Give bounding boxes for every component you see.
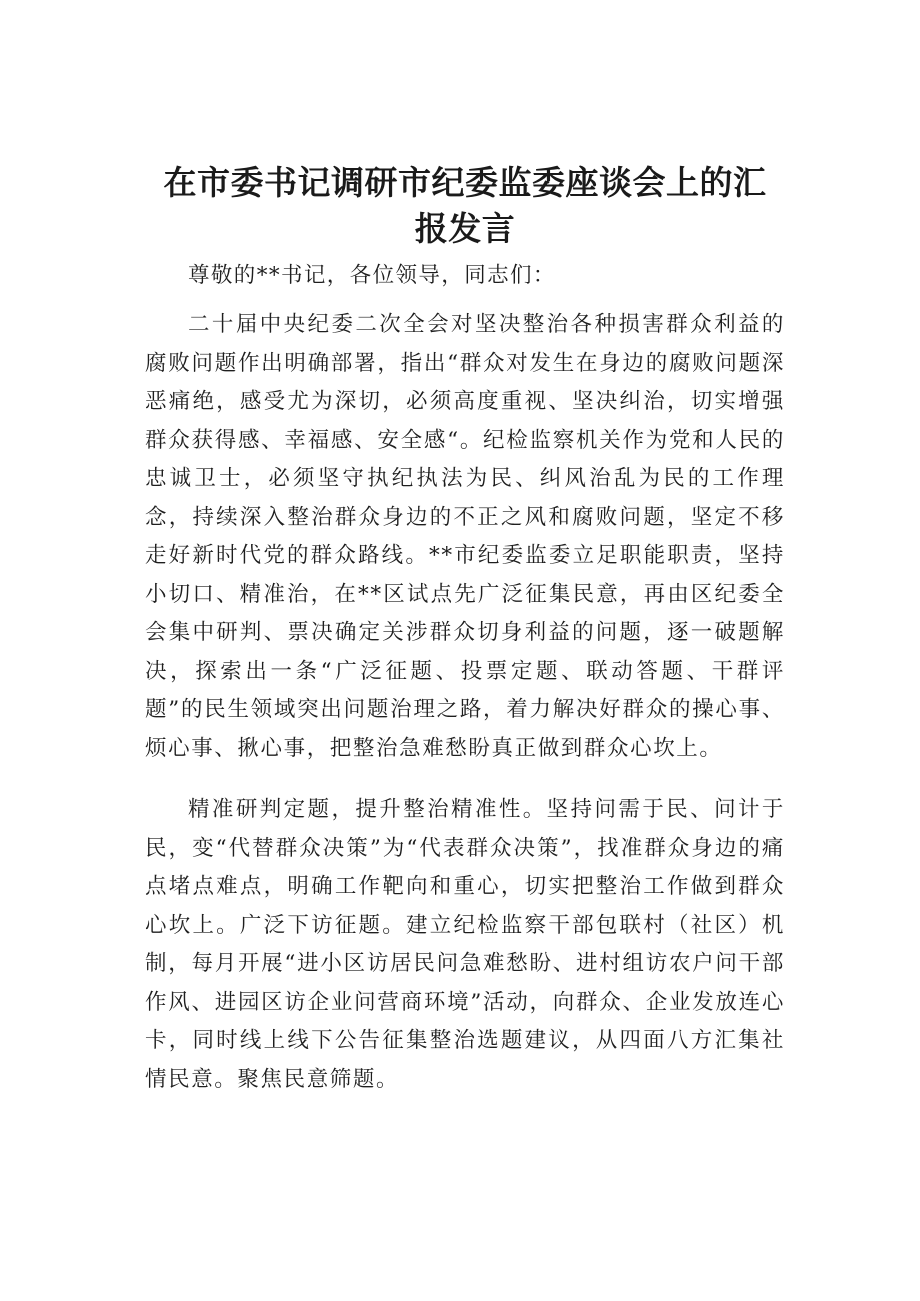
paragraph-2: 精准研判定题，提升整治精准性。坚持问需于民、问计于民，变“代替群众决策”为“代表群众决策”，找准群众身边的痛点堵点难点，明确工作靶向和重心，切实把整治工作做到群众心坎上。广泛下访征题。建立纪检监察干部包联村（社区）机制，每月开展“进小区访居民问急难愁盼、进村组访农户问干部作风、进园区访企业问营商环境”活动，向群众、企业发放连心卡，同时线上线下公告征集整治选题建议，从四面八方汇集社情民意。聚焦民意筛题。 [145, 797, 785, 1092]
salutation: 尊敬的**书记，各位领导，同志们： [188, 263, 556, 288]
paragraph-1: 二十届中央纪委二次全会对坚决整治各种损害群众利益的腐败问题作出明确部署，指出“群众对发生在身边的腐败问题深恶痛绝，感受尤为深切，必须高度重视、坚决纠治，切实增强群众获得感、幸福感、安全感“。纪检监察机关作为党和人民的忠诚卫士，必须坚守执纪执法为民、纠风治乱为民的工作理念，持续深入整治群众身边的不正之风和腐败问题，坚定不移走好新时代党的群众路线。**市纪委监委立足职能职责，坚持小切口、精准治，在**区试点先广泛征集民意，再由区纪委全会集中研判、票决确定关涉群众切身利益的问题，逐一破题解决，探索出一条“广泛征题、投票定题、联动答题、干群评题”的民生领域突出问题治理之路，着力解决好群众的操心事、烦心事、揪心事，把整治急难愁盼真正做到群众心坎上。 [145, 312, 785, 761]
document-title: 在市委书记调研市纪委监委座谈会上的汇报发言 [163, 163, 767, 248]
